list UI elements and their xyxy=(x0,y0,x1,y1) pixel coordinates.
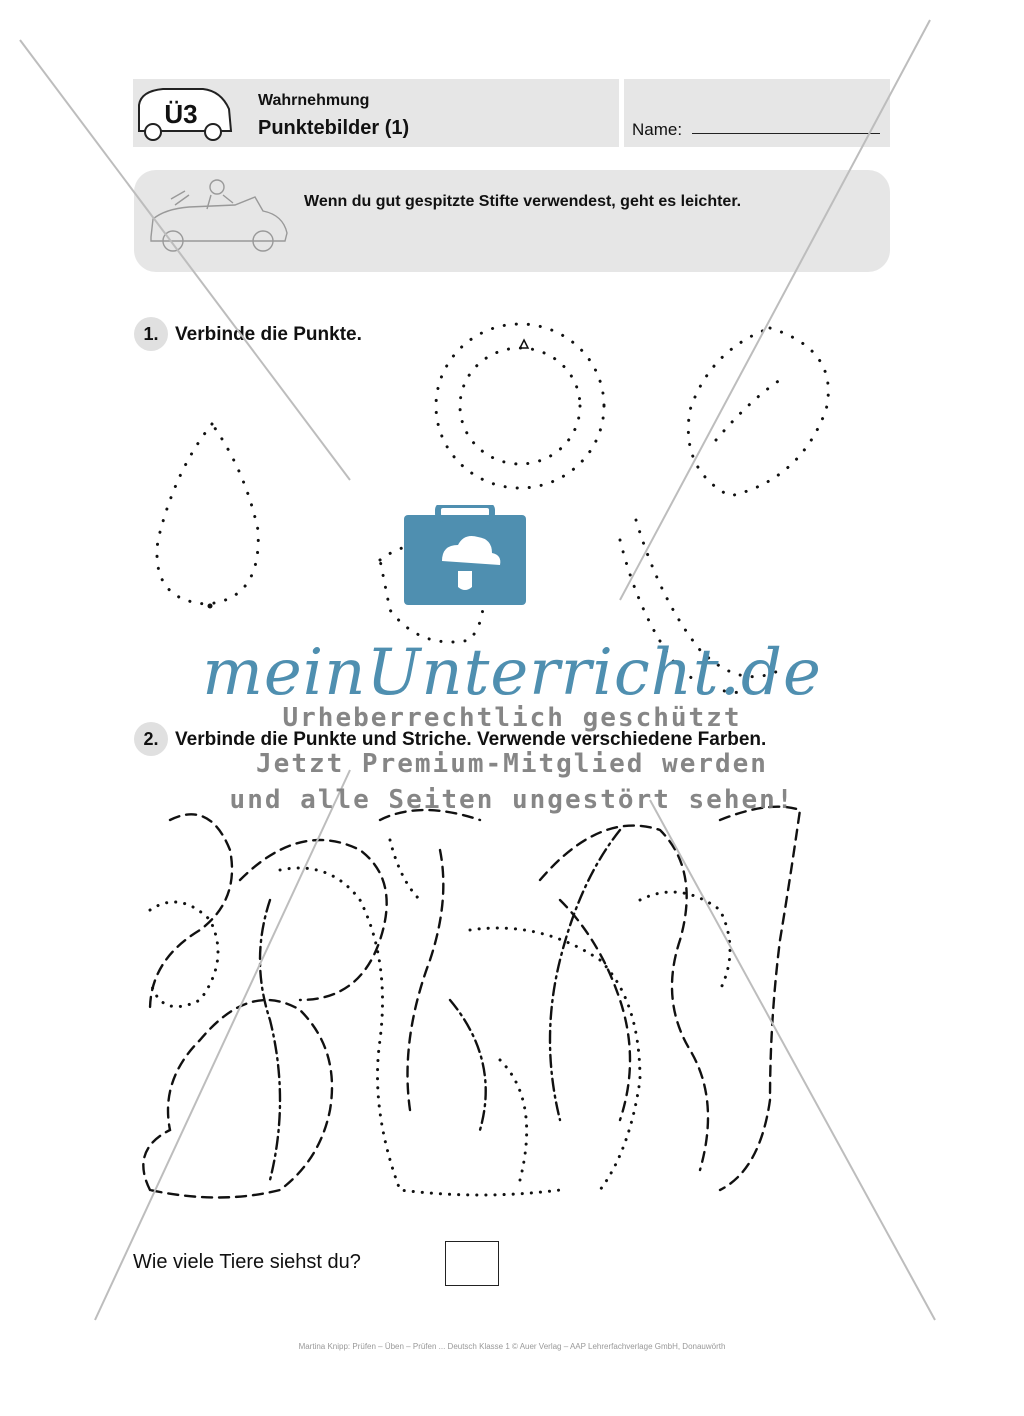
page-title: Punktebilder (1) xyxy=(258,117,410,139)
name-label: Name: xyxy=(632,120,683,139)
badge-label: Ü3 xyxy=(164,99,198,129)
task-1-number: 1. xyxy=(134,317,168,351)
task-2-text: Verbinde die Punkte und Striche. Verwende verschiedene Farben. xyxy=(175,729,767,750)
schoolbag-logo-icon xyxy=(398,505,532,610)
task-2-number: 2. xyxy=(134,722,168,756)
footer-copyright: Martina Knipp: Prüfen – Üben – Prüfen ... Deutsch Klasse 1 © Auer Verlag – AAP Lehrerfachverlage GmbH, Donauwörth xyxy=(298,1342,726,1351)
tip-text: Wenn du gut gespitzte Stifte verwendest, geht es leichter. xyxy=(304,193,742,210)
watermark-line-1: Urheberrechtlich geschützt xyxy=(282,703,742,733)
question-text: Wie viele Tiere siehst du? xyxy=(133,1251,361,1273)
watermark-line-3: und alle Seiten ungestört sehen! xyxy=(229,785,795,815)
watermark-line-2: Jetzt Premium-Mitglied werden xyxy=(256,749,768,779)
category-label: Wahrnehmung xyxy=(258,92,370,109)
watermark-brand: meinUnterricht.de xyxy=(202,636,822,710)
task-1-text: Verbinde die Punkte. xyxy=(175,324,362,345)
